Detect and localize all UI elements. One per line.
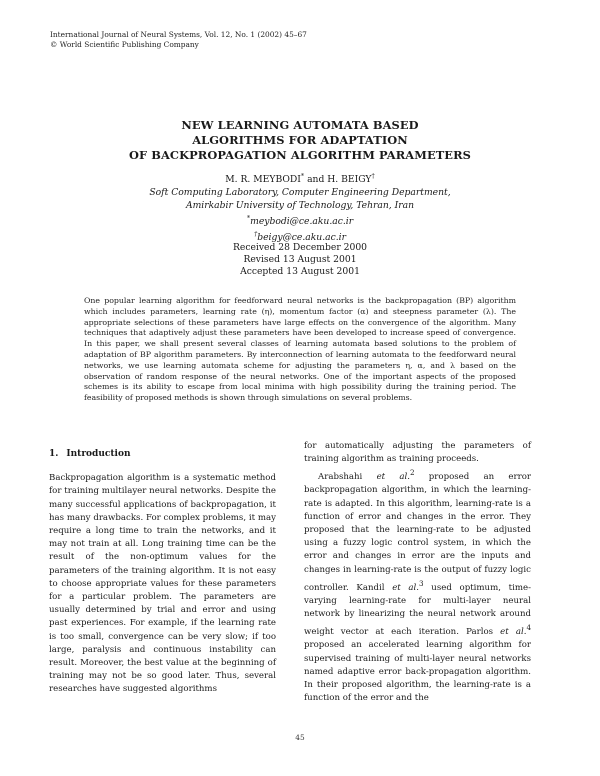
p2-text-a: Arabshahi <box>318 472 377 483</box>
reference-3: 3 <box>419 578 424 588</box>
page-number: 45 <box>295 733 305 742</box>
section-number: 1. <box>49 449 59 459</box>
p2-text-d: proposed an accelerated learning algorithm for supervised training of multi-layer neural networks named adaptive error back-propagation algorithm. In their proposed algorithm, the learning-rate is a function of the error and the <box>304 640 531 704</box>
reference-2: 2 <box>409 468 415 478</box>
affiliation-line-2: Amirkabir University of Technology, Tehran, Iran <box>185 200 415 212</box>
p2-text-b: proposed an error backpropagation algorithm, in which the learning-rate is adapted. In this algorithm, learning-rate is a function of error and changes in the error. They proposed that the learning-rate to be adjusted using a fuzzy logic control system, in which the error and changes in error are the inputs and changes in learning-rate is the output of fuzzy logic controller. Kandil <box>304 472 531 593</box>
left-column <box>49 448 276 697</box>
author-block <box>70 170 530 244</box>
paper-title <box>70 118 530 163</box>
section-title: Introduction <box>66 449 131 459</box>
author-1: M. R. MEYBODI <box>225 174 301 186</box>
abstract: One popular learning algorithm for feedforward neural networks is the backpropagation (BP) algorithm which includes parameters, learning rate (η), momentum factor (α) and steepness parameter (λ). The appropriate selections of these parameters have large effects on the convergence of the algorithm. Many techniques that adaptively adjust these parameters have been developed to increase speed of convergence. In this paper, we shall present several classes of learning automata based solutions to the problem of adaptation of BP algorithm parameters. By interconnection of learning automata to the feedforward neural networks, we use learning automata scheme for adjusting the parameters η, α, and λ based on the observation of random response of the neural networks. One of the important aspects of the proposed schemes is its ability to escape from local minima with high possibility during the training period. The feasibility of proposed methods is shown through simulations on several problems. <box>84 296 516 403</box>
author-conjunction: and <box>304 174 328 186</box>
author-2-mark: † <box>371 172 375 180</box>
title-line-3: OF BACKPROPAGATION ALGORITHM PARAMETERS <box>128 148 471 162</box>
email-1-mark: * <box>246 214 251 223</box>
author-names <box>70 170 530 186</box>
email-1: meybodi@ce.aku.ac.ir <box>250 216 354 228</box>
author-2: H. BEIGY <box>327 174 372 186</box>
accepted-date: Accepted 13 August 2001 <box>240 266 360 277</box>
affiliation-line-1: Soft Computing Laboratory, Computer Engineering Department, <box>149 187 451 199</box>
revised-date: Revised 13 August 2001 <box>243 254 357 265</box>
intro-paragraph-1: Backpropagation algorithm is a systematic method for training multilayer neural networks. Despite the many successful applications of backpropagation, it has many drawbacks. For complex problems, it may require a long time to train the networks, and it may not train at all. Long training time can be the result of the non-optimum values for the parameters of the training algorithm. It is not easy to choose appropriate values for these parameters for a particular problem. The parameters are usually determined by trial and error and using past experiences. For example, if the learning rate is too small, convergence can be very slow; if too large, paralysis and continuous instability can result. Moreover, the best value at the beginning of training may not be so good later. Thus, several researches have suggested algorithms <box>49 473 276 695</box>
reference-4: 4 <box>526 623 531 633</box>
author-1-mark: * <box>300 172 305 180</box>
journal-citation: International Journal of Neural Systems, Vol. 12, No. 1 (2002) 45–67 <box>50 30 307 39</box>
p2-text-c: used optimum, time-varying learning-rate for multi-layer neural network by linearizing the neural network around weight vector at each iteration. Parlos <box>304 582 532 638</box>
section-heading <box>49 448 276 461</box>
intro-paragraph-1-continued: for automatically adjusting the parameters of training algorithm as training proceeds. <box>304 441 531 465</box>
p2-etal-3: et al. <box>500 627 527 638</box>
email-line-1 <box>70 212 530 228</box>
title-line-2: ALGORITHMS FOR ADAPTATION <box>192 133 408 147</box>
copyright-notice: © World Scientific Publishing Company <box>50 40 199 49</box>
received-date: Received 28 December 2000 <box>232 242 368 253</box>
right-column <box>304 440 531 705</box>
email-2: beigy@ce.aku.ac.ir <box>257 232 347 244</box>
intro-paragraph-2 <box>304 466 531 705</box>
email-2-mark: † <box>253 230 258 239</box>
history-dates <box>70 242 530 278</box>
journal-header <box>50 30 307 50</box>
p2-etal-1: et al. <box>376 472 410 483</box>
title-line-1: NEW LEARNING AUTOMATA BASED <box>181 118 419 132</box>
p2-etal-2: et al. <box>392 582 420 593</box>
